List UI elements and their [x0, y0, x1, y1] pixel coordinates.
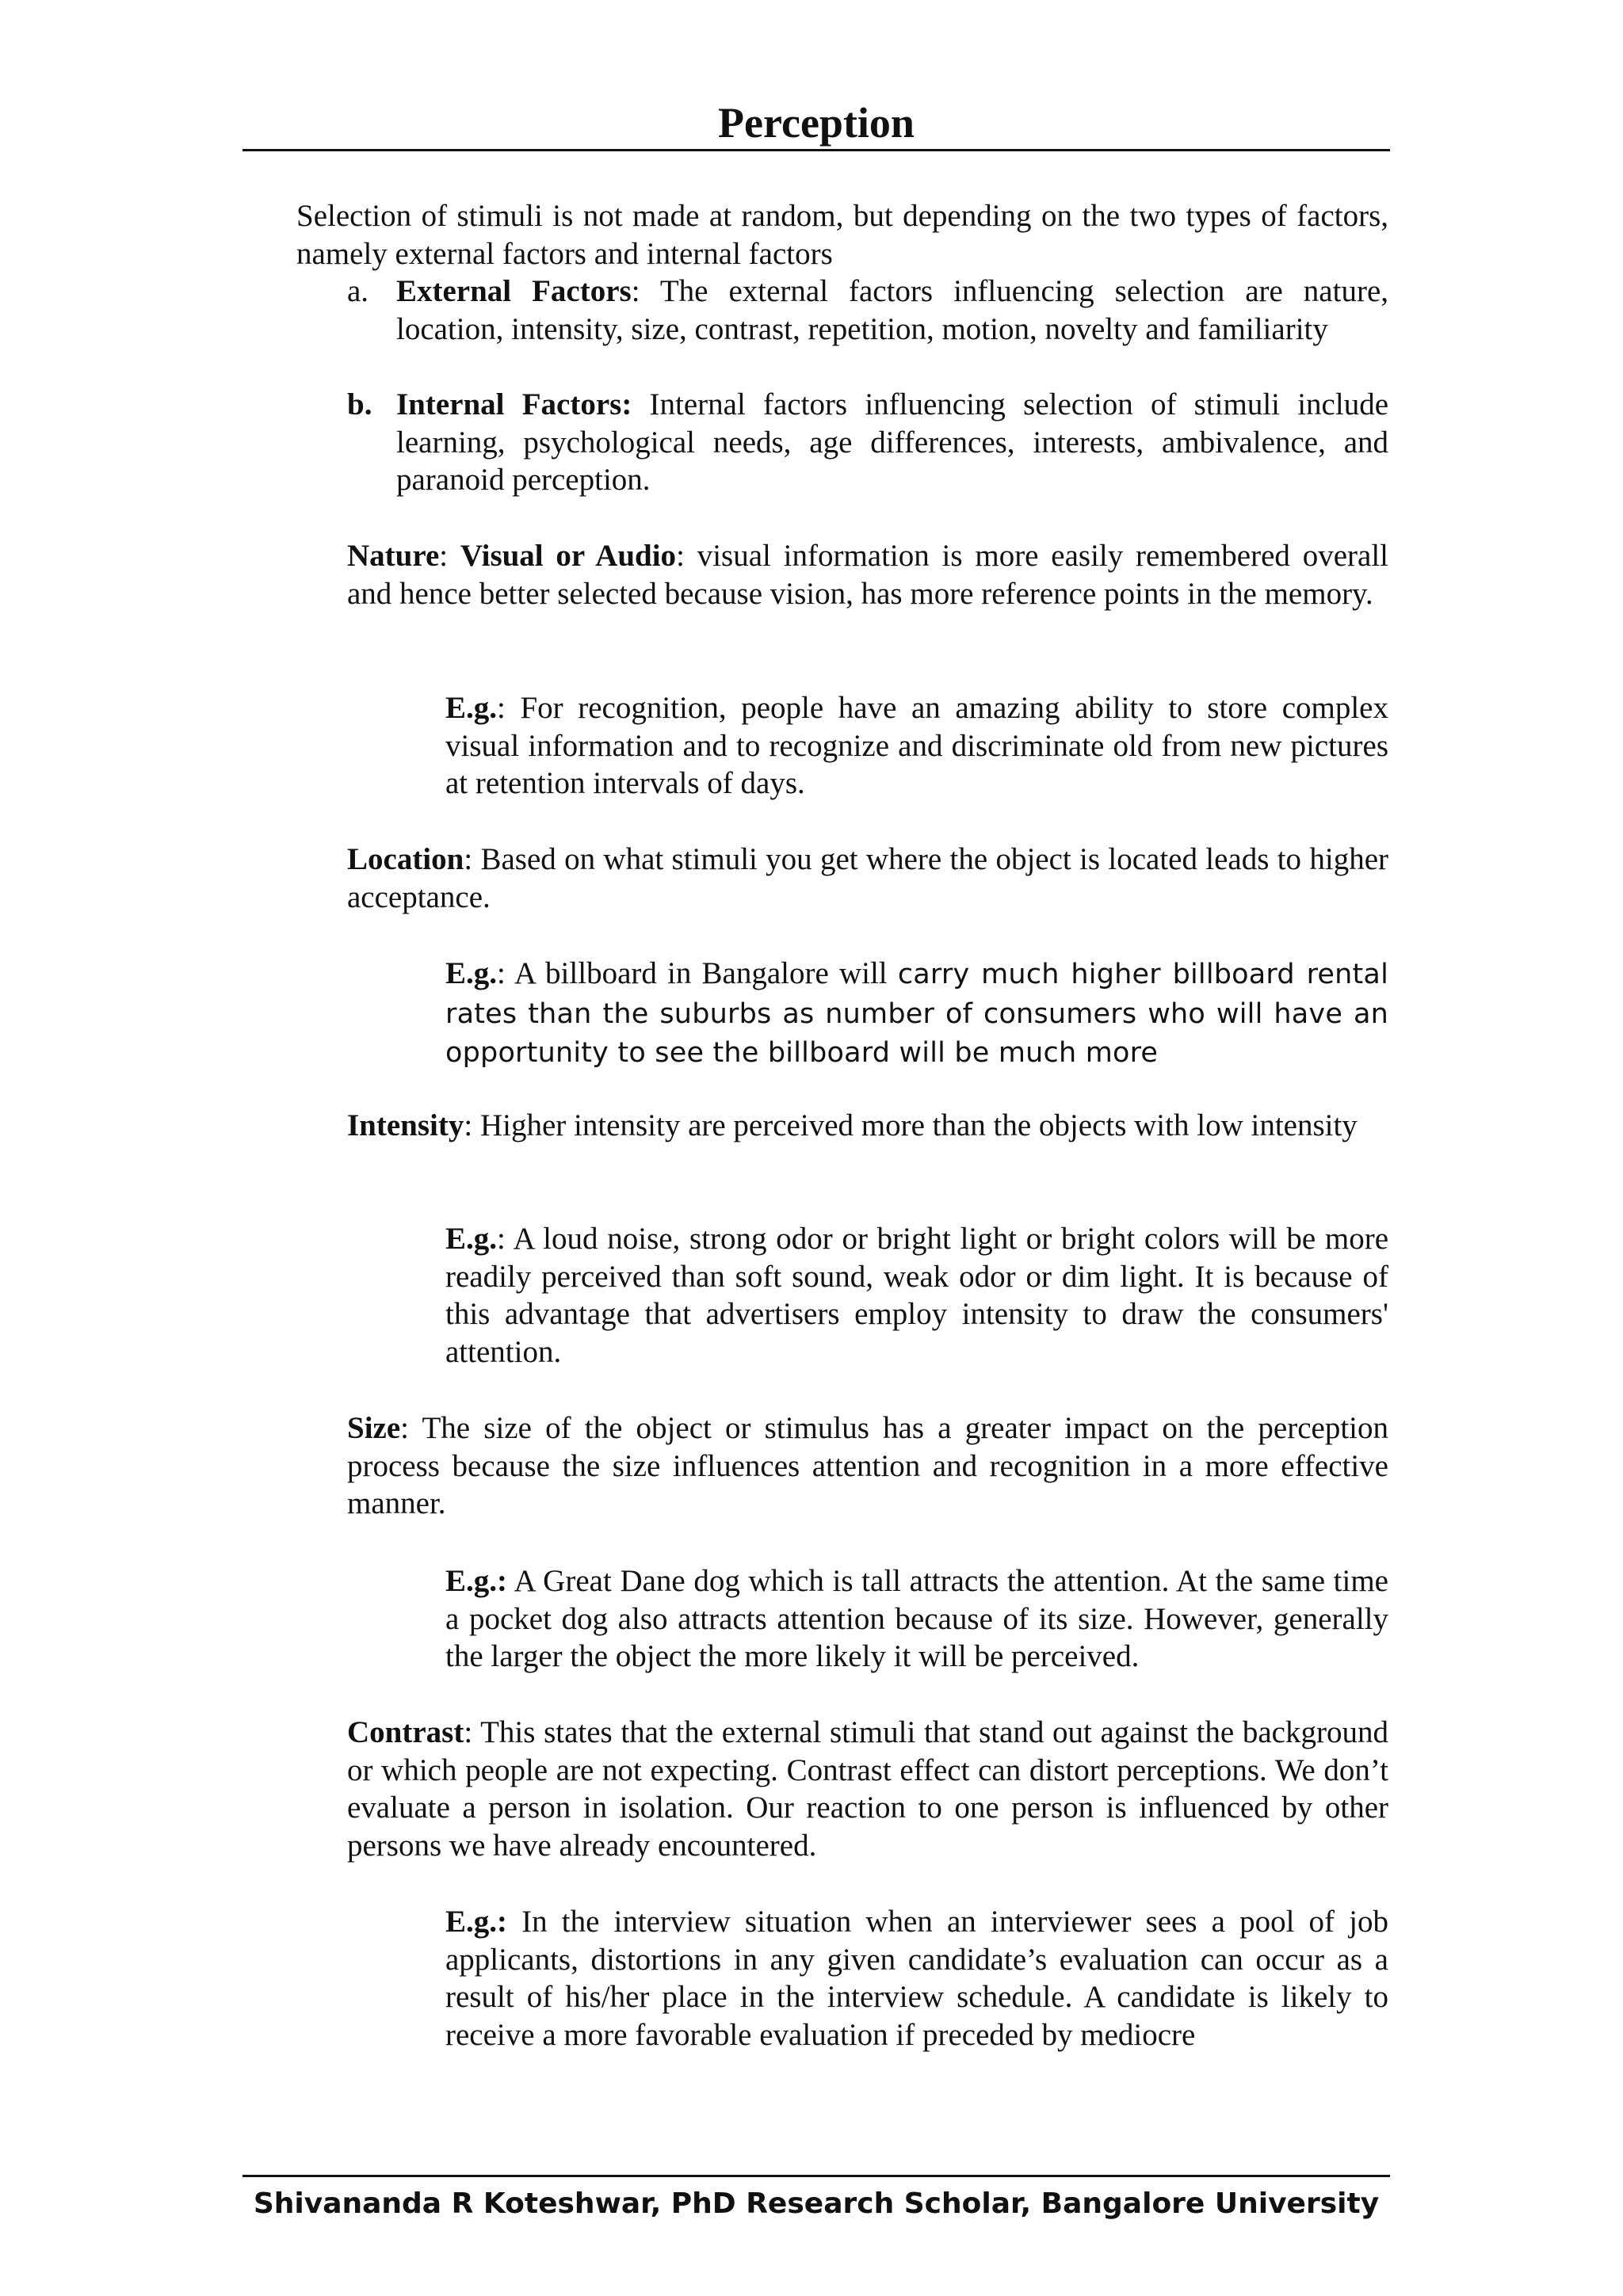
nature-example-text: For recognition, people have an amazing ability to store complex visual information and to recognize and discriminate old from new pictures at retention intervals of days. [445, 691, 1388, 801]
list-item-text [396, 386, 1388, 499]
term-visual-or-audio: Visual or Audio [460, 539, 677, 573]
example-separator: : [497, 1222, 514, 1256]
term-separator [632, 387, 649, 421]
term-separator: : [464, 1715, 481, 1749]
size-text: The size of the object or stimulus has a greater impact on the perception process because the size influences attention and recognition in a more effective manner. [347, 1411, 1388, 1521]
example-separator [507, 1564, 514, 1598]
intensity-paragraph [347, 1107, 1388, 1145]
list-marker: b. [347, 387, 372, 421]
example-label: E.g.: [445, 1564, 507, 1598]
term-separator: : [400, 1411, 422, 1445]
intensity-example [445, 1220, 1388, 1371]
example-separator: : [497, 956, 514, 990]
nature-text: visual information is more easily remembered overall and hence better selected because vision, has more reference points in the memory. [347, 539, 1388, 611]
intensity-text: Higher intensity are perceived more than the objects with low intensity [479, 1108, 1358, 1142]
term-separator: : [631, 274, 660, 308]
example-separator [507, 1905, 521, 1939]
size-example-text: A Great Dane dog which is tall attracts the attention. At the same time a pocket dog also attracts attention because of its size. However, generally the larger the object the more likely it will be perceived. [445, 1564, 1388, 1674]
term-internal-factors: Internal Factors: [396, 387, 632, 421]
size-example [445, 1562, 1388, 1676]
term-separator: : [439, 539, 460, 573]
term-location: Location [347, 842, 464, 876]
term-separator: : [676, 539, 697, 573]
page-title: Perception [718, 99, 915, 147]
location-example [445, 955, 1388, 1073]
example-label: E.g. [445, 691, 498, 725]
external-factors-text: The external factors influencing selection are nature, location, intensity, size, contrast, repetition, motion, novelty and familiarity [396, 274, 1389, 346]
contrast-paragraph [347, 1714, 1388, 1864]
example-label: E.g.: [445, 1905, 507, 1939]
contrast-text: This states that the external stimuli that stand out against the background or which people are not expecting. Contrast effect can distort perceptions. We don’t evaluate a person in isolation. Our reaction to one person is influenced by other persons we have already encountered. [347, 1715, 1388, 1863]
nature-example [445, 689, 1388, 803]
intro-paragraph: Selection of stimuli is not made at random, but depending on the two types of factors, namely external factors and internal factors [296, 199, 1388, 271]
footer-rule [242, 2175, 1390, 2177]
term-nature: Nature [347, 539, 440, 573]
term-intensity: Intensity [347, 1108, 464, 1142]
header-rule [242, 149, 1390, 151]
internal-factors-text: Internal factors influencing selection of stimuli include learning, psychological needs, age differences, interests, ambivalence, and paranoid perception. [396, 387, 1389, 498]
location-text: Based on what stimuli you get where the object is located leads to higher acceptance. [347, 842, 1388, 914]
term-size: Size [347, 1411, 401, 1445]
term-separator: : [464, 1108, 480, 1142]
example-label: E.g. [445, 1222, 498, 1256]
example-separator: : [497, 691, 521, 725]
page-footer: Shivananda R Koteshwar, PhD Research Scholar, Bangalore University [253, 2187, 1380, 2220]
intensity-example-text: A loud noise, strong odor or bright light or bright colors will be more readily perceived than soft sound, weak odor or dim light. It is because of this advantage that advertisers employ intensity to draw the consumers' attention. [445, 1222, 1388, 1369]
nature-paragraph [347, 537, 1388, 612]
contrast-example-text: In the interview situation when an interviewer sees a pool of job applicants, distortions in any given candidate’s evaluation can occur as a result of his/her place in the interview schedule. A candidate is likely to receive a more favorable evaluation if preceded by mediocre [445, 1905, 1389, 2052]
list-marker: a. [347, 274, 369, 308]
location-paragraph [347, 841, 1388, 916]
term-contrast: Contrast [347, 1715, 464, 1749]
term-external-factors: External Factors [396, 274, 632, 308]
contrast-example [445, 1903, 1388, 2054]
location-example-text-sans: carry much higher billboard rental rates than the suburbs as number of consumers who will have an opportunity to see the billboard will be much more [445, 959, 1389, 1070]
size-paragraph [347, 1409, 1388, 1523]
term-separator: : [464, 842, 481, 876]
location-example-text-serif: A billboard in Bangalore will [514, 956, 898, 990]
example-label: E.g. [445, 956, 498, 990]
list-item-text [396, 273, 1388, 348]
